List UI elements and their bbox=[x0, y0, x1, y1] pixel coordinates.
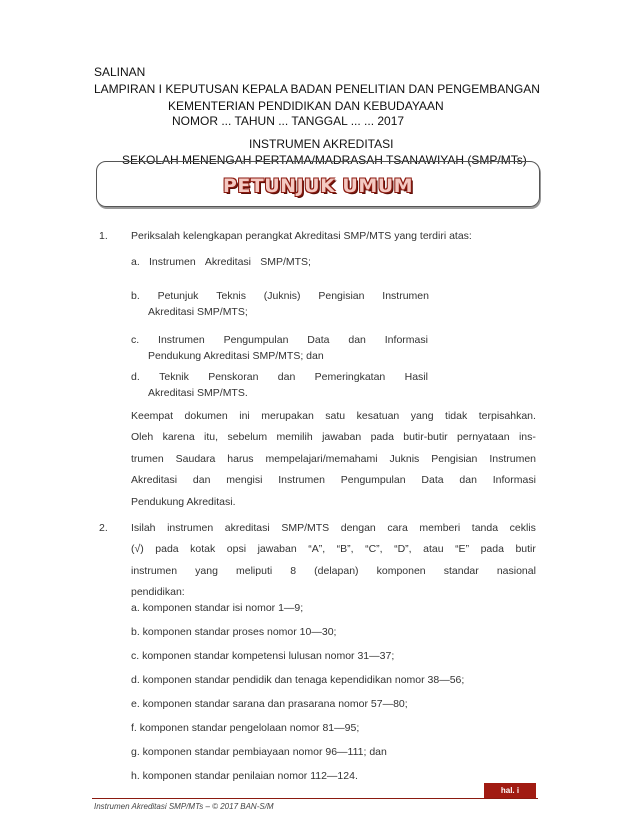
word: jawaban bbox=[257, 543, 297, 555]
section2-number: 2. bbox=[99, 522, 108, 534]
section1-paragraph-line3 bbox=[131, 453, 536, 465]
section1-item-b-line1 bbox=[131, 290, 429, 302]
word: memilih bbox=[276, 431, 313, 443]
section1-item-b-line2: Akreditasi SMP/MTS; bbox=[148, 306, 248, 318]
word: memberi bbox=[419, 522, 461, 534]
word: “B”, bbox=[336, 543, 354, 555]
word: (delapan) bbox=[314, 565, 359, 577]
section2-item-a: a. komponen standar isi nomor 1—9; bbox=[131, 602, 304, 614]
section2-item-g: g. komponen standar pembiayaan nomor 96—111; dan bbox=[131, 746, 387, 758]
word: karena bbox=[162, 431, 195, 443]
word: Akreditasi bbox=[131, 474, 178, 486]
word: yang bbox=[410, 410, 434, 422]
word: Instrumen bbox=[278, 474, 325, 486]
section1-number: 1. bbox=[99, 230, 108, 242]
word: “D”, bbox=[394, 543, 412, 555]
word: pernyataan bbox=[457, 431, 510, 443]
word: Instrumen bbox=[382, 290, 429, 302]
word: atau bbox=[423, 543, 444, 555]
word: d. bbox=[131, 371, 140, 383]
word: satu bbox=[325, 410, 346, 422]
word: Pemeringkatan bbox=[314, 371, 386, 383]
section1-paragraph-line1 bbox=[131, 410, 536, 422]
word: “A”, bbox=[308, 543, 326, 555]
section1-paragraph-line2 bbox=[131, 431, 536, 443]
word: pada bbox=[155, 543, 179, 555]
word: Isilah bbox=[131, 522, 156, 534]
word: instrumen bbox=[131, 565, 178, 577]
word: Keempat bbox=[131, 410, 174, 422]
word: Pengisian bbox=[431, 453, 478, 465]
section1-item-d-line1 bbox=[131, 371, 428, 383]
word: butir bbox=[515, 543, 536, 555]
word: Instrumen bbox=[148, 256, 196, 268]
section1-item-c-line2: Pendukung Akreditasi SMP/MTS; dan bbox=[148, 350, 324, 362]
word: opsi bbox=[226, 543, 247, 555]
word: ins- bbox=[518, 431, 536, 443]
word: Data bbox=[307, 334, 330, 346]
section1-item-a bbox=[131, 256, 311, 268]
word: SMP/MTS; bbox=[260, 256, 311, 268]
word: kesatuan bbox=[356, 410, 400, 422]
footer-divider bbox=[92, 798, 538, 799]
word: mengisi bbox=[226, 474, 263, 486]
title-box bbox=[96, 161, 540, 207]
word: terpisahkan. bbox=[478, 410, 536, 422]
word: Instrumen bbox=[489, 453, 536, 465]
word: standar bbox=[443, 565, 479, 577]
word: pada bbox=[480, 543, 504, 555]
word: Akreditasi bbox=[204, 256, 251, 268]
word: Saudara bbox=[175, 453, 216, 465]
section2-line1 bbox=[131, 522, 536, 534]
word: kotak bbox=[190, 543, 216, 555]
word: harus bbox=[227, 453, 254, 465]
word: jawaban bbox=[322, 431, 362, 443]
word: dan bbox=[277, 371, 296, 383]
word: itu, bbox=[204, 431, 219, 443]
word: cara bbox=[387, 522, 408, 534]
word: instrumen bbox=[167, 522, 214, 534]
word: Pengisian bbox=[318, 290, 365, 302]
section2-item-c: c. komponen standar kompetensi lulusan nomor 31—37; bbox=[131, 650, 395, 662]
word: c. bbox=[131, 334, 140, 346]
word: dan bbox=[348, 334, 366, 346]
header-kementerian: KEMENTERIAN PENDIDIKAN DAN KEBUDAYAAN bbox=[168, 99, 444, 113]
word: tidak bbox=[445, 410, 468, 422]
doc-title-line1: INSTRUMEN AKREDITASI bbox=[249, 137, 394, 151]
word: nasional bbox=[496, 565, 536, 577]
word: Oleh bbox=[131, 431, 154, 443]
section2-item-b: b. komponen standar proses nomor 10—30; bbox=[131, 626, 337, 638]
word: Pengumpulan bbox=[223, 334, 289, 346]
word: dan bbox=[459, 474, 477, 486]
word: Juknis bbox=[389, 453, 420, 465]
word: dan bbox=[192, 474, 211, 486]
word: Informasi bbox=[384, 334, 428, 346]
word: sebelum bbox=[227, 431, 268, 443]
word: Data bbox=[421, 474, 444, 486]
word: “E” bbox=[455, 543, 470, 555]
word: trumen bbox=[131, 453, 164, 465]
word: Pengumpulan bbox=[340, 474, 406, 486]
word: tanda bbox=[471, 522, 499, 534]
word: yang bbox=[195, 565, 218, 577]
word: (Juknis) bbox=[263, 290, 301, 302]
word: SMP/MTS bbox=[281, 522, 330, 534]
section1-item-d-line2: Akreditasi SMP/MTS. bbox=[148, 387, 248, 399]
section1-paragraph-line4 bbox=[131, 474, 536, 486]
section2-item-h: h. komponen standar penilaian nomor 112—124. bbox=[131, 770, 358, 782]
word: ini bbox=[239, 410, 250, 422]
word: dengan bbox=[340, 522, 376, 534]
word: Instrumen bbox=[158, 334, 205, 346]
section1-paragraph-line5: Pendukung Akreditasi. bbox=[131, 496, 236, 508]
word: pada bbox=[370, 431, 394, 443]
page-number-badge: hal. i bbox=[484, 783, 536, 798]
section2-item-e: e. komponen standar sarana dan prasarana nomor 57—80; bbox=[131, 698, 408, 710]
word: Penskoran bbox=[208, 371, 259, 383]
section1-item-c-line1 bbox=[131, 334, 428, 346]
word: Teknis bbox=[216, 290, 246, 302]
section2-item-d: d. komponen standar pendidik dan tenaga kependidikan nomor 38—56; bbox=[131, 674, 465, 686]
word: meliputi bbox=[236, 565, 273, 577]
word: akreditasi bbox=[224, 522, 270, 534]
header-salinan: SALINAN bbox=[94, 65, 146, 79]
checkmark-icon: (√) bbox=[131, 543, 144, 555]
footer-text: Instrumen Akreditasi SMP/MTs – © 2017 BAN-S/M bbox=[94, 802, 274, 811]
word: komponen bbox=[376, 565, 426, 577]
word: a. bbox=[131, 256, 140, 268]
word: mempelajari/memahami bbox=[265, 453, 378, 465]
section2-item-f: f. komponen standar pengelolaan nomor 81—95; bbox=[131, 722, 360, 734]
word: butir-butir bbox=[403, 431, 448, 443]
header-nomor: NOMOR ... TAHUN ... TANGGAL ... ... 2017 bbox=[172, 114, 405, 128]
word: 8 bbox=[290, 565, 297, 577]
header-lampiran: LAMPIRAN I KEPUTUSAN KEPALA BADAN PENELITIAN DAN PENGEMBANGAN bbox=[94, 82, 540, 96]
word: b. bbox=[131, 290, 140, 302]
word: Petunjuk bbox=[157, 290, 199, 302]
doc-title-line2: SEKOLAH MENENGAH PERTAMA/MADRASAH TSANAWIYAH (SMP/MTs) bbox=[122, 153, 527, 167]
word: ceklis bbox=[509, 522, 536, 534]
word: Teknik bbox=[159, 371, 189, 383]
section1-intro: Periksalah kelengkapan perangkat Akreditasi SMP/MTS yang terdiri atas: bbox=[131, 230, 472, 242]
section2-line4: pendidikan: bbox=[131, 586, 185, 598]
section2-line3 bbox=[131, 565, 536, 577]
section2-line2 bbox=[131, 543, 536, 555]
word: Hasil bbox=[404, 371, 428, 383]
word: merupakan bbox=[261, 410, 314, 422]
word: Informasi bbox=[492, 474, 536, 486]
word: “C”, bbox=[365, 543, 383, 555]
box-title: PETUNJUK UMUM bbox=[222, 175, 414, 197]
word: dokumen bbox=[184, 410, 228, 422]
